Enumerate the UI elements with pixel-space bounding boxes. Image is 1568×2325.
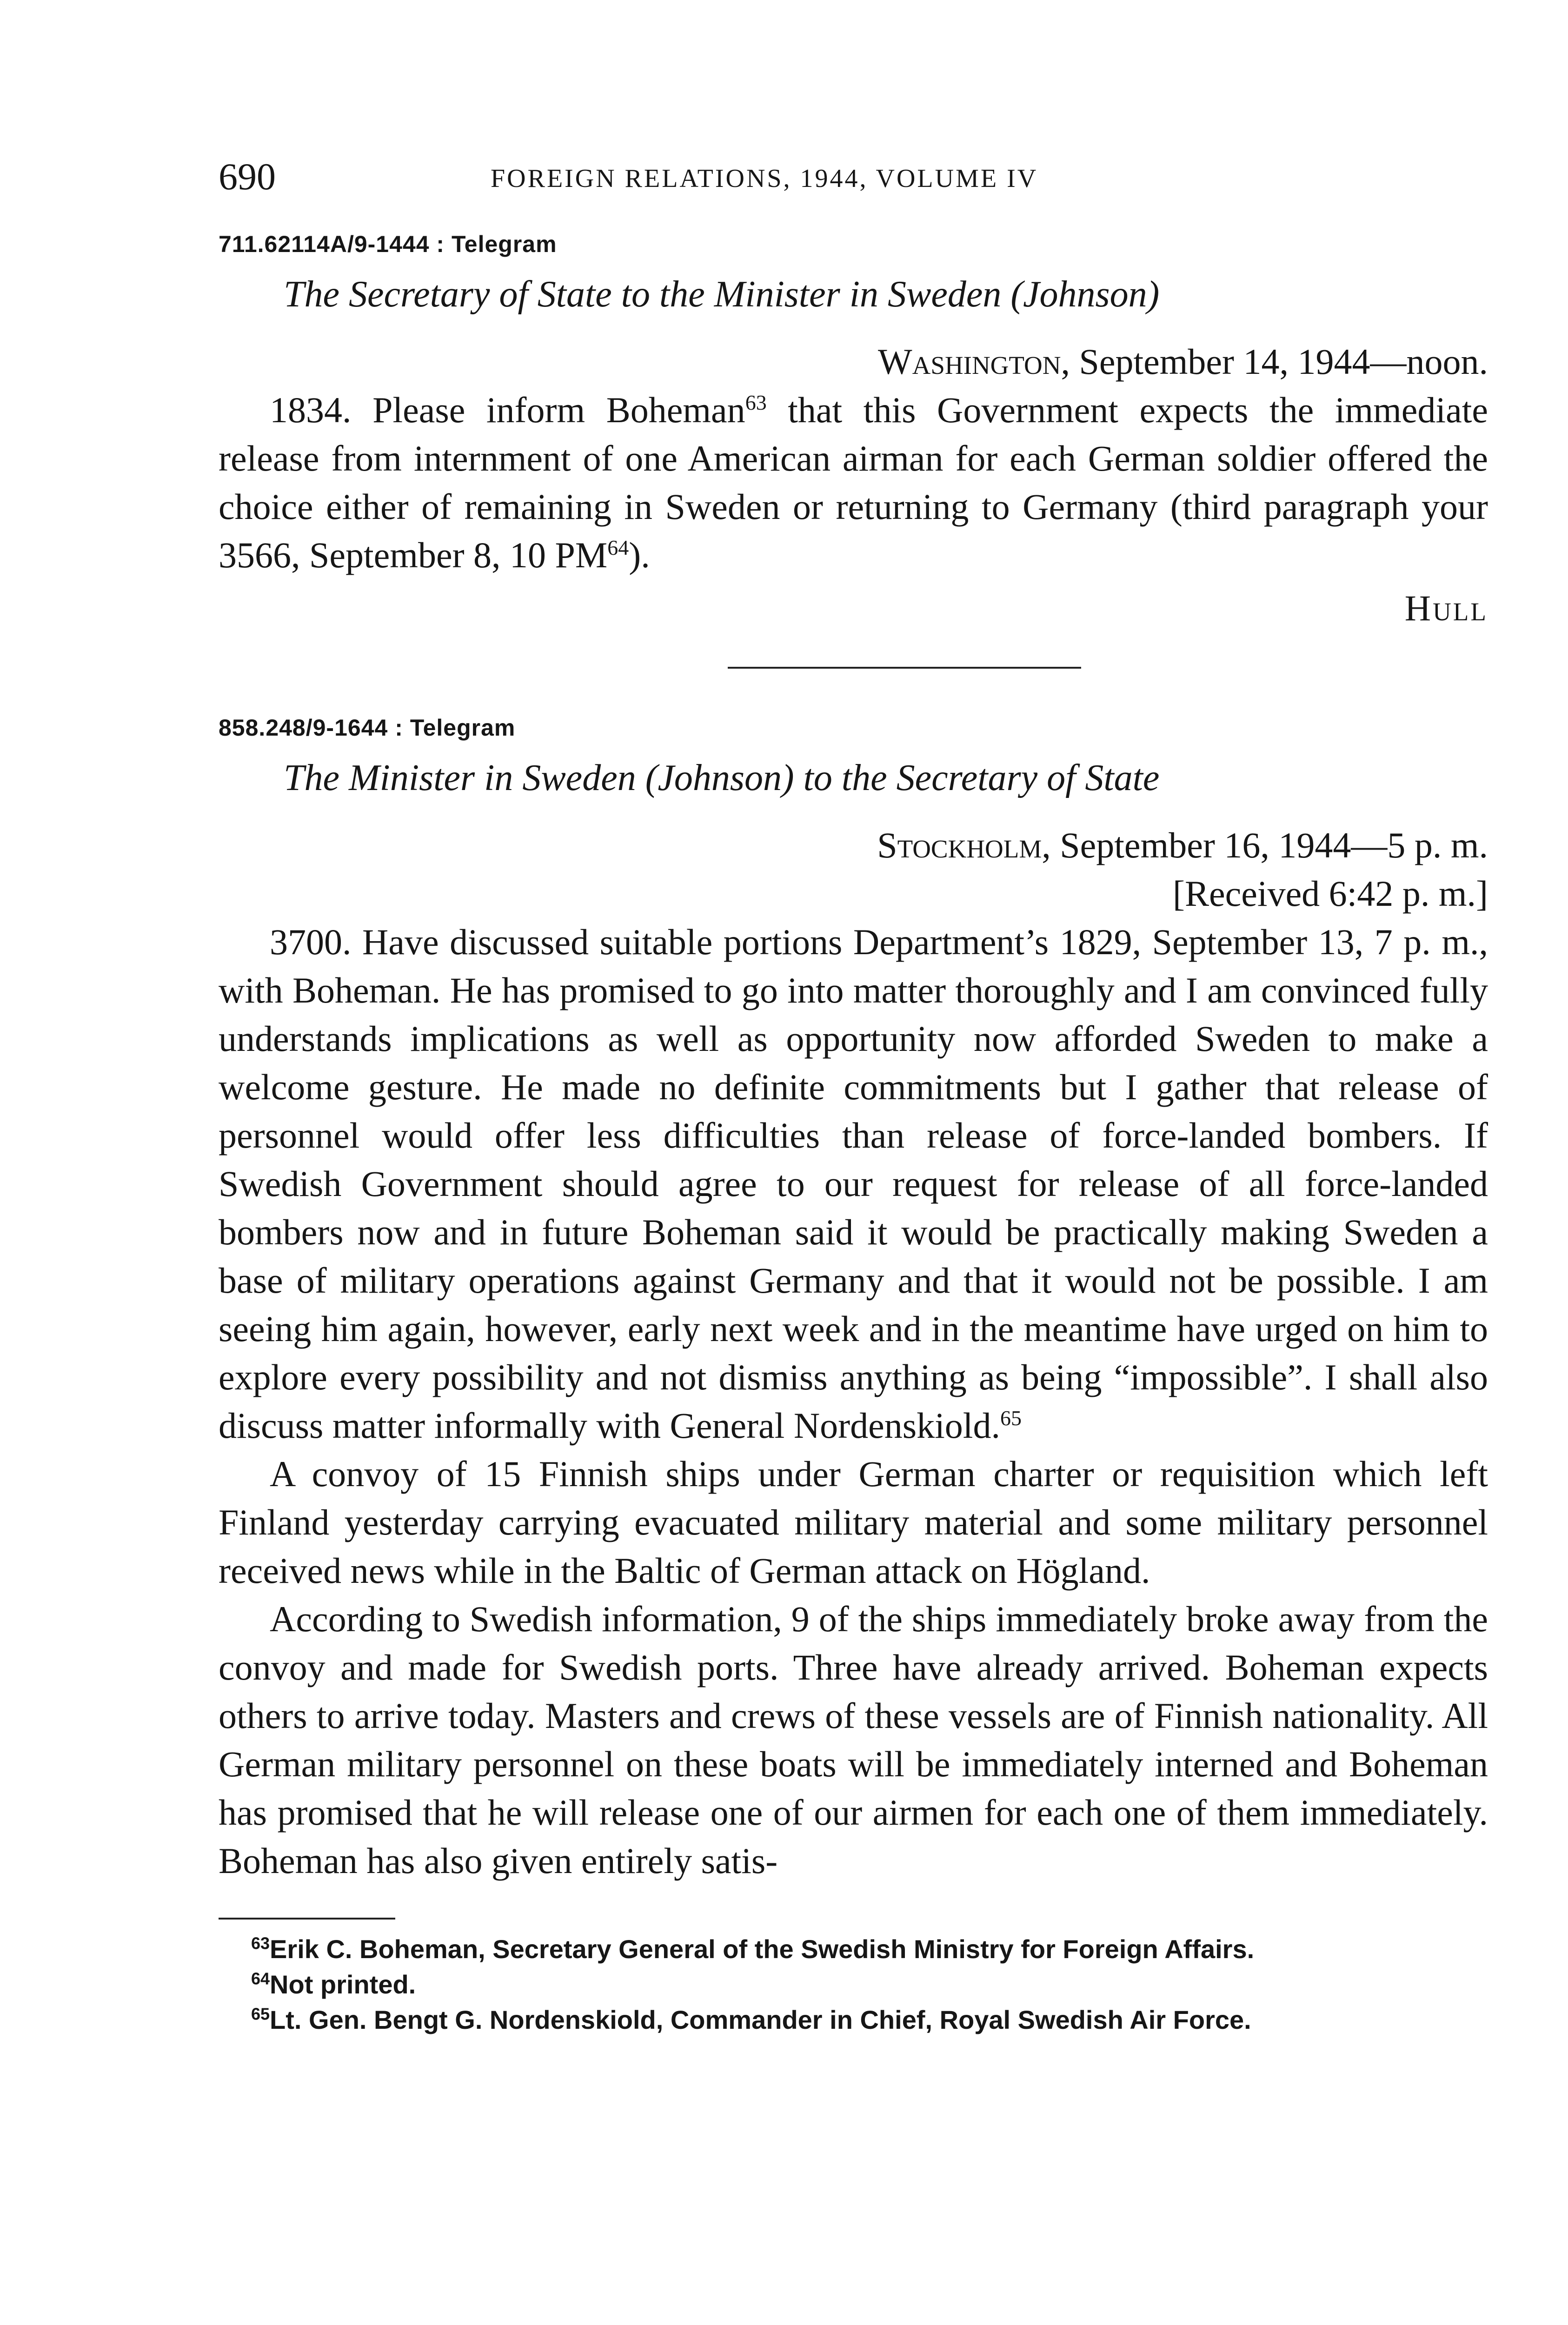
section-divider	[728, 667, 1081, 669]
running-title: FOREIGN RELATIONS, 1944, VOLUME IV	[491, 164, 1038, 193]
footnote-ref-63: 63	[745, 391, 767, 414]
signature: Hull	[1404, 588, 1488, 628]
telegram-body-2-para-3: According to Swedish information, 9 of the ships immediately broke away from the convoy and made for Swedish ports. Three have already arrived. Boheman expects others to arrive today. Masters and crews of these vessels are of Finnish nationality. All German military personnel on these boats will be immediately interned and Boheman has promised that he will release one of our airmen for each one of them immediately. Boheman has also given entirely satis-	[219, 1599, 1488, 1881]
telegram-body-2-para-2: A convoy of 15 Finnish ships under German charter or requisition which left Finland yesterday carrying evacuated military material and some military personnel received news while in the Baltic of German attack on Högland.	[219, 1454, 1488, 1591]
body-1-text-a: 1834. Please inform Boheman	[270, 390, 745, 430]
footnote-text: Lt. Gen. Bengt G. Nordenskiold, Commander in Chief, Royal Swedish Air Force.	[270, 2005, 1251, 2034]
footnote-rule	[219, 1918, 395, 1920]
file-reference-1: 711.62114A/9-1444 : Telegram	[219, 231, 557, 257]
telegram-body-2-para-1	[219, 918, 1488, 1450]
page-number: 690	[219, 155, 276, 198]
file-reference-2: 858.248/9-1644 : Telegram	[219, 715, 516, 741]
body-1-text-b: that this Government expects the immediate release from internment of one American airman for each German soldier offered the choice either of remaining in Sweden or returning to Germany (third paragraph your 3566, September 8, 10 PM	[219, 390, 1488, 575]
place-date-1	[219, 338, 1488, 386]
place-2: Stockholm	[877, 825, 1042, 865]
footnote-text: Not printed.	[270, 1970, 416, 1999]
document-title-2: The Minister in Sweden (Johnson) to the Secretary of State	[284, 757, 1160, 798]
footnote-63	[219, 1932, 1488, 1967]
footnote-mark: 64	[251, 1969, 270, 1988]
date-2: , September 16, 1944—5 p. m.	[1042, 825, 1488, 865]
running-head	[219, 153, 1488, 209]
telegram-body-1	[219, 386, 1488, 579]
received-time: [Received 6:42 p. m.]	[1173, 873, 1488, 914]
footnote-64	[219, 1967, 1488, 2002]
footnote-ref-64: 64	[607, 536, 629, 559]
footnote-mark: 65	[251, 2004, 270, 2024]
place-date-2	[219, 821, 1488, 870]
body-2-para-1-text: 3700. Have discussed suitable portions Department’s 1829, September 13, 7 p. m., with Boheman. He has promised to go into matter thoroughly and I am convinced fully understands implications as well as opportunity now afforded Sweden to make a welcome gesture. He made no definite commitments but I gather that release of personnel would offer less difficulties than release of force-landed bombers. If Swedish Government should agree to our request for release of all force-landed bombers now and in future Boheman said it would be practically making Sweden a base of military operations against Germany and that it would not be possible. I am seeing him again, however, early next week and in the meantime have urged on him to explore every possibility and not dismiss anything as being “impossible”. I shall also discuss matter informally with General Nordenskiold.	[219, 922, 1488, 1446]
body-1-text-c: ).	[629, 535, 650, 575]
footnote-65	[219, 2002, 1488, 2038]
footnote-mark: 63	[251, 1933, 270, 1953]
footnote-text: Erik C. Boheman, Secretary General of the Swedish Ministry for Foreign Affairs.	[270, 1934, 1255, 1964]
date-1: , September 14, 1944—noon.	[1061, 341, 1488, 382]
document-title-1: The Secretary of State to the Minister in Sweden (Johnson)	[284, 274, 1160, 315]
document-page	[219, 153, 1488, 2038]
footnote-ref-65: 65	[1000, 1406, 1022, 1430]
place-1: Washington	[877, 341, 1061, 382]
